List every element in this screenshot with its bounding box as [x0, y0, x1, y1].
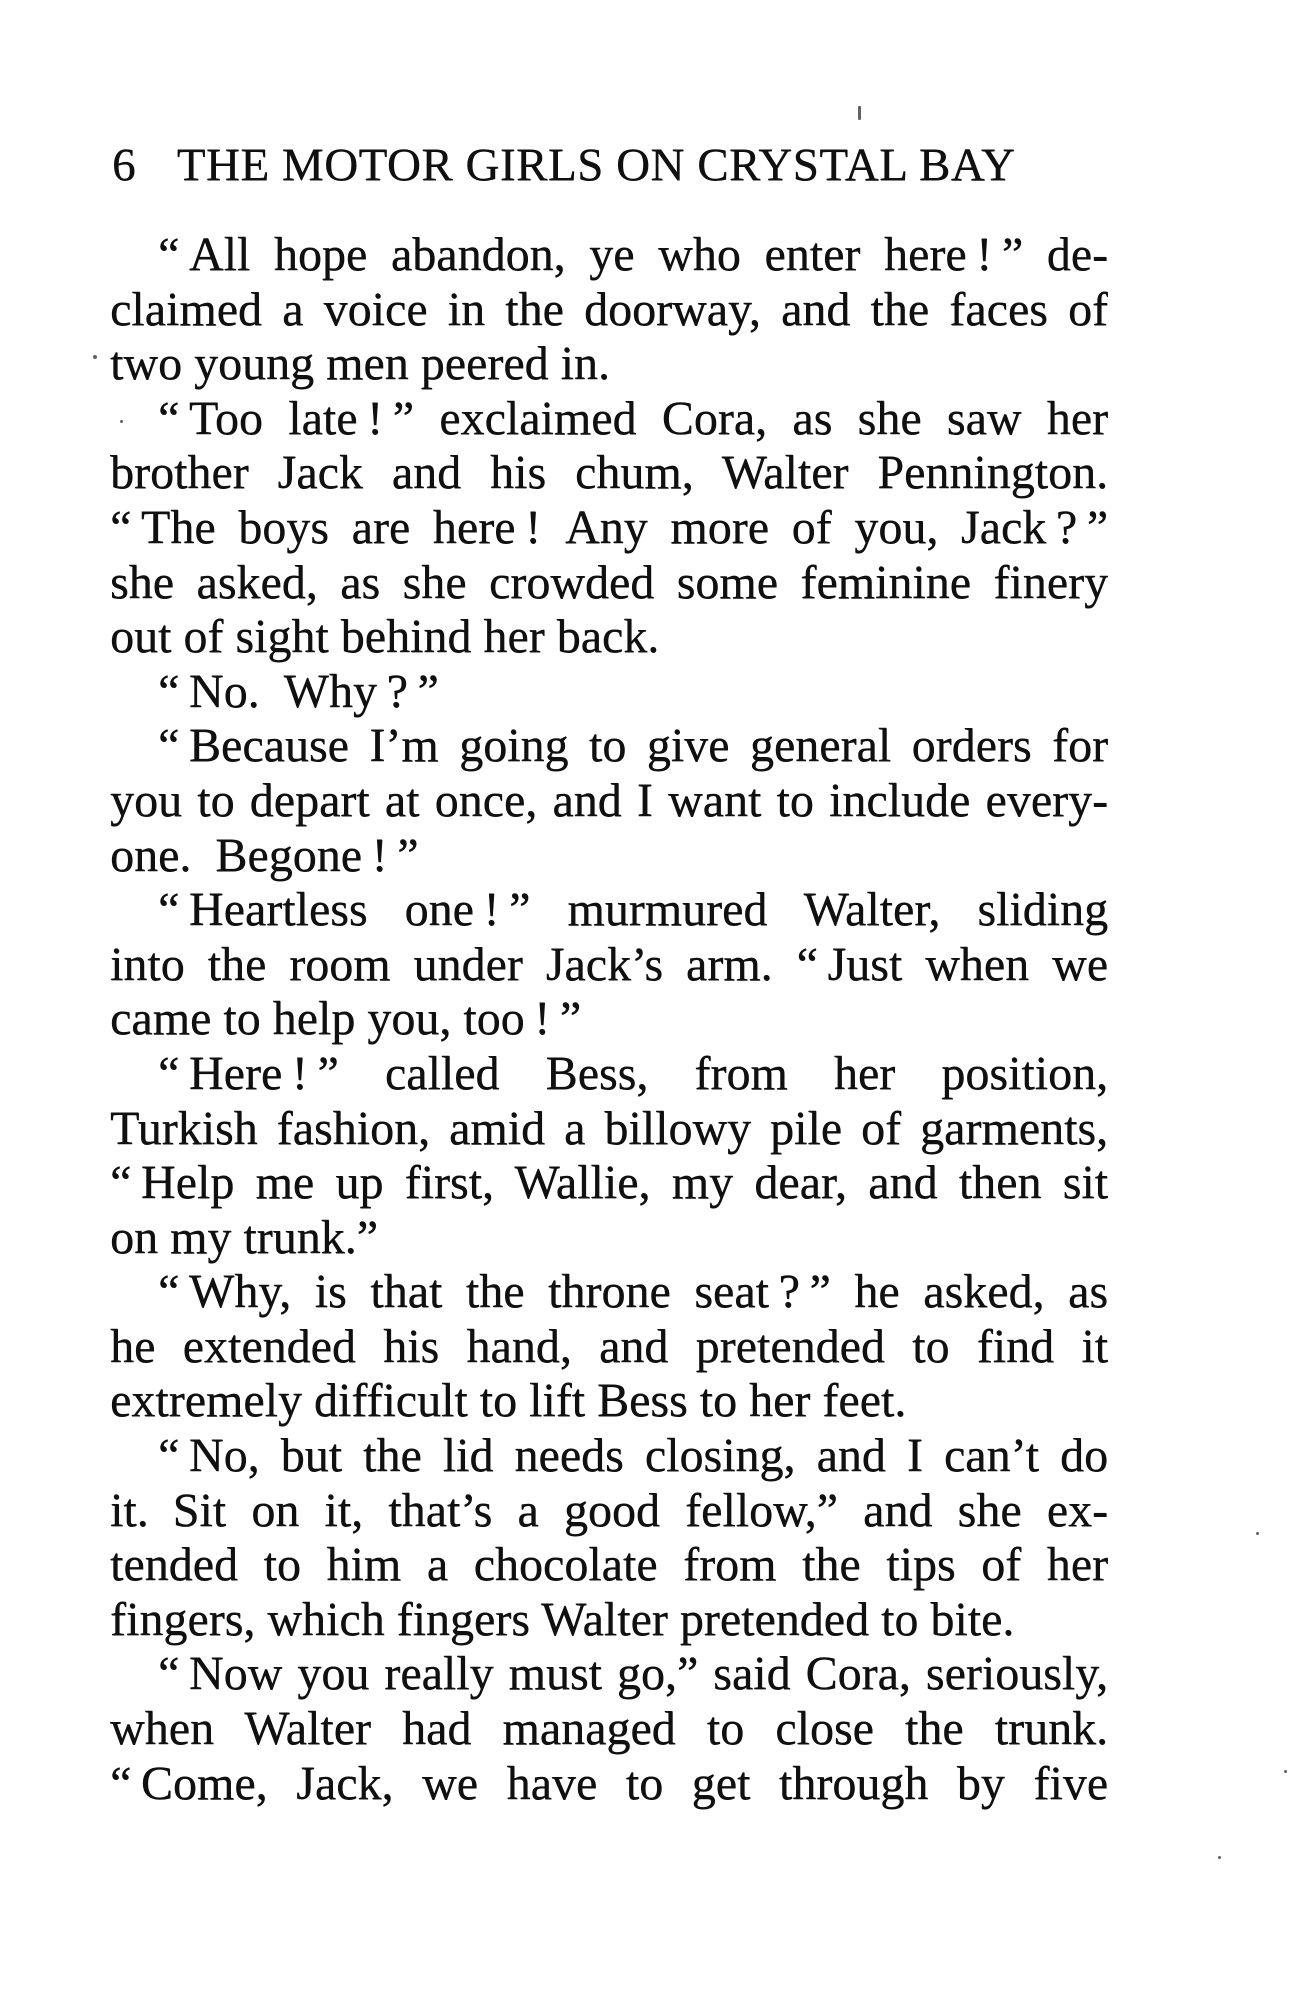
text-line: it. Sit on it, that’s a good fellow,” and she ex- — [110, 1483, 1108, 1537]
paragraph — [110, 1047, 1108, 1265]
text-line: “ No. Why ? ” — [158, 664, 439, 718]
text-line: one. Begone ! ” — [110, 828, 419, 882]
text-line: two young men peered in. — [110, 337, 610, 391]
paragraph — [110, 719, 1108, 883]
text-line: “ Help me up first, Wallie, my dear, and then sit — [110, 1156, 1108, 1210]
page-header — [110, 138, 1108, 192]
text-line: brother Jack and his chum, Walter Pennington. — [110, 446, 1108, 500]
text-line: tended to him a chocolate from the tips of her — [110, 1538, 1108, 1592]
running-title: THE MOTOR GIRLS ON CRYSTAL BAY — [176, 139, 1016, 191]
text-line: “ All hope abandon, ye who enter here ! ” de- — [158, 228, 1108, 281]
page-number: 6 — [112, 139, 136, 191]
scan-speck — [1256, 1532, 1259, 1535]
text-line: Turkish fashion, amid a billowy pile of garments, — [110, 1101, 1108, 1155]
text-line: fingers, which fingers Walter pretended to bite. — [110, 1592, 1015, 1646]
paragraph — [110, 1647, 1108, 1811]
paragraph — [110, 1429, 1108, 1647]
text-line: extremely difficult to lift Bess to her feet. — [110, 1374, 907, 1428]
scan-speck — [1218, 1856, 1221, 1859]
text-line: on my trunk.” — [110, 1210, 378, 1264]
paragraph — [110, 665, 1108, 720]
text-line: “ Now you really must go,” said Cora, seriously, — [158, 1647, 1108, 1701]
paragraph — [110, 228, 1108, 392]
text-line: into the room under Jack’s arm. “ Just when we — [110, 937, 1108, 991]
scan-speck — [1284, 1770, 1287, 1773]
text-line: “ Come, Jack, we have to get through by five — [110, 1756, 1108, 1810]
text-line: you to depart at once, and I want to include every- — [110, 773, 1108, 827]
text-line: came to help you, too ! ” — [110, 992, 582, 1046]
text-line: when Walter had managed to close the trunk. — [110, 1702, 1108, 1756]
text-line: claimed a voice in the doorway, and the faces of — [110, 282, 1108, 336]
text-line: she asked, as she crowded some feminine finery — [110, 555, 1108, 609]
text-line: “ Here ! ” called Bess, from her position, — [158, 1046, 1108, 1100]
text-line: “ Heartless one ! ” murmured Walter, sliding — [158, 883, 1108, 937]
text-line: out of sight behind her back. — [110, 610, 660, 664]
scan-speck — [120, 420, 123, 423]
scan-speck — [858, 106, 861, 120]
text-line: “ Because I’m going to give general orders for — [158, 719, 1108, 773]
text-line: “ No, but the lid needs closing, and I can’t do — [158, 1429, 1108, 1483]
paragraph — [110, 1265, 1108, 1429]
body-text — [110, 228, 1108, 1811]
text-line: “ The boys are here ! Any more of you, Jack ? ” — [110, 500, 1108, 554]
scan-speck — [93, 355, 97, 359]
text-line: “ Too late ! ” exclaimed Cora, as she saw her — [158, 391, 1108, 445]
paragraph — [110, 883, 1108, 1047]
text-line: “ Why, is that the throne seat ? ” he asked, as — [158, 1265, 1108, 1319]
text-line: he extended his hand, and pretended to find it — [110, 1319, 1108, 1373]
paragraph — [110, 392, 1108, 665]
